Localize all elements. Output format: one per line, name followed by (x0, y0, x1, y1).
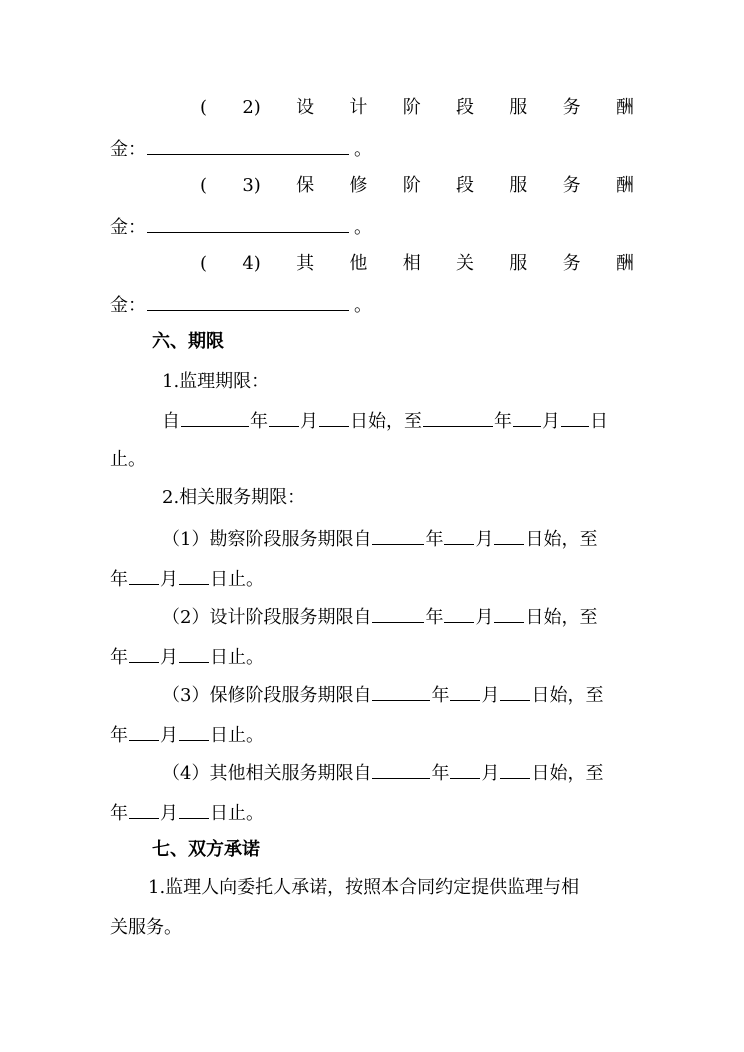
end-day-blank[interactable] (179, 800, 209, 819)
period-text: 。 (354, 139, 372, 160)
start-month-blank[interactable] (444, 526, 474, 545)
text: 月 (475, 607, 494, 628)
label-text: 金： (110, 217, 146, 238)
text: 月 (160, 569, 178, 590)
char: 务 (562, 253, 581, 274)
text: 年 (110, 569, 128, 590)
text: （4）其他相关服务期限自 (162, 763, 372, 784)
text: 月 (481, 685, 500, 706)
section-heading-6: 六、期限 (152, 331, 224, 352)
text: （1）勘察阶段服务期限自 (162, 529, 372, 550)
text: 日始，至 (531, 685, 604, 706)
text: 年 (431, 763, 450, 784)
fee-item-3-amount (110, 214, 372, 238)
text: 月 (160, 725, 178, 746)
char: 设 (296, 97, 315, 118)
char: 2) (242, 97, 261, 118)
service-period-item-1-cont (110, 566, 264, 590)
char: 务 (562, 97, 581, 118)
char: 阶 (402, 97, 421, 118)
fill-blank[interactable] (147, 292, 349, 311)
start-month-blank[interactable] (269, 408, 299, 427)
start-day-blank[interactable] (500, 760, 530, 779)
fee-item-4-line (200, 252, 634, 276)
char: 服 (509, 175, 528, 196)
text: 月 (160, 647, 178, 668)
char: 酬 (615, 175, 634, 196)
text: 月 (160, 803, 178, 824)
char: 酬 (615, 253, 634, 274)
fee-item-2-line (200, 96, 634, 120)
text: 月 (542, 411, 560, 432)
start-year-blank[interactable] (181, 408, 249, 427)
service-period-item-1 (162, 526, 597, 550)
char: 4) (242, 253, 261, 274)
text: 日始，至 (350, 411, 422, 432)
end-day-blank[interactable] (179, 566, 209, 585)
char: 酬 (615, 97, 634, 118)
start-month-blank[interactable] (444, 604, 474, 623)
start-month-blank[interactable] (450, 760, 480, 779)
fill-blank[interactable] (147, 136, 349, 155)
end-month-blank[interactable] (129, 722, 159, 741)
start-day-blank[interactable] (500, 682, 530, 701)
supervision-period-cont: 止。 (110, 449, 146, 470)
service-period-item-3-cont (110, 722, 264, 746)
fee-item-3-line (200, 174, 634, 198)
text: （2）设计阶段服务期限自 (162, 607, 372, 628)
char: ( (200, 175, 208, 196)
char: 保 (296, 175, 315, 196)
char: 计 (349, 97, 368, 118)
text: 日止。 (210, 803, 264, 824)
text: 年 (425, 607, 444, 628)
char: 3) (242, 175, 261, 196)
char: 其 (296, 253, 315, 274)
start-year-blank[interactable] (372, 604, 424, 623)
char: 服 (509, 253, 528, 274)
label-text: 金： (110, 139, 146, 160)
text: 日止。 (210, 569, 264, 590)
end-month-blank[interactable] (129, 800, 159, 819)
end-day-blank[interactable] (561, 408, 589, 427)
char: ( (200, 97, 208, 118)
supervision-period-line (162, 408, 608, 432)
related-service-period-title: 2.相关服务期限： (162, 487, 306, 508)
start-day-blank[interactable] (319, 408, 349, 427)
fee-item-4-amount (110, 292, 372, 316)
end-month-blank[interactable] (513, 408, 541, 427)
label-text: 金： (110, 295, 146, 316)
text: （3）保修阶段服务期限自 (162, 685, 372, 706)
text: 日始，至 (525, 529, 598, 550)
char: 段 (456, 175, 474, 196)
start-year-blank[interactable] (372, 760, 430, 779)
char: 段 (456, 97, 474, 118)
text: 月 (481, 763, 500, 784)
start-day-blank[interactable] (494, 526, 524, 545)
text: 年 (110, 803, 128, 824)
text: 年 (110, 725, 128, 746)
text: 日止。 (210, 725, 264, 746)
end-year-blank[interactable] (423, 408, 493, 427)
fee-item-2-amount (110, 136, 372, 160)
char: 他 (349, 253, 368, 274)
end-month-blank[interactable] (129, 566, 159, 585)
service-period-item-4 (162, 760, 603, 784)
char: 相 (402, 253, 421, 274)
char: 阶 (402, 175, 421, 196)
end-day-blank[interactable] (179, 722, 209, 741)
text: 年 (110, 647, 128, 668)
service-period-item-2-cont (110, 644, 264, 668)
start-year-blank[interactable] (372, 682, 430, 701)
period-text: 。 (354, 295, 372, 316)
service-period-item-2 (162, 604, 597, 628)
fill-blank[interactable] (147, 214, 349, 233)
text: 年 (250, 411, 268, 432)
start-year-blank[interactable] (372, 526, 424, 545)
text: 日始，至 (525, 607, 598, 628)
text: 月 (300, 411, 318, 432)
commitment-paragraph-1-cont: 关服务。 (110, 917, 182, 938)
text: 日 (590, 411, 608, 432)
char: ( (200, 253, 208, 274)
text: 日止。 (210, 647, 264, 668)
end-month-blank[interactable] (129, 644, 159, 663)
text: 自 (162, 411, 180, 432)
commitment-paragraph-1: 1.监理人向委托人承诺，按照本合同约定提供监理与相 (148, 877, 580, 898)
end-day-blank[interactable] (179, 644, 209, 663)
service-period-item-4-cont (110, 800, 264, 824)
supervision-period-title: 1.监理期限： (162, 371, 270, 392)
period-text: 。 (354, 217, 372, 238)
text: 年 (494, 411, 512, 432)
start-month-blank[interactable] (450, 682, 480, 701)
char: 修 (349, 175, 368, 196)
text: 日始，至 (531, 763, 604, 784)
text: 年 (431, 685, 450, 706)
section-heading-7: 七、双方承诺 (152, 839, 260, 860)
char: 务 (562, 175, 581, 196)
text: 年 (425, 529, 444, 550)
service-period-item-3 (162, 682, 603, 706)
text: 月 (475, 529, 494, 550)
char: 关 (456, 253, 474, 274)
char: 服 (509, 97, 528, 118)
start-day-blank[interactable] (494, 604, 524, 623)
